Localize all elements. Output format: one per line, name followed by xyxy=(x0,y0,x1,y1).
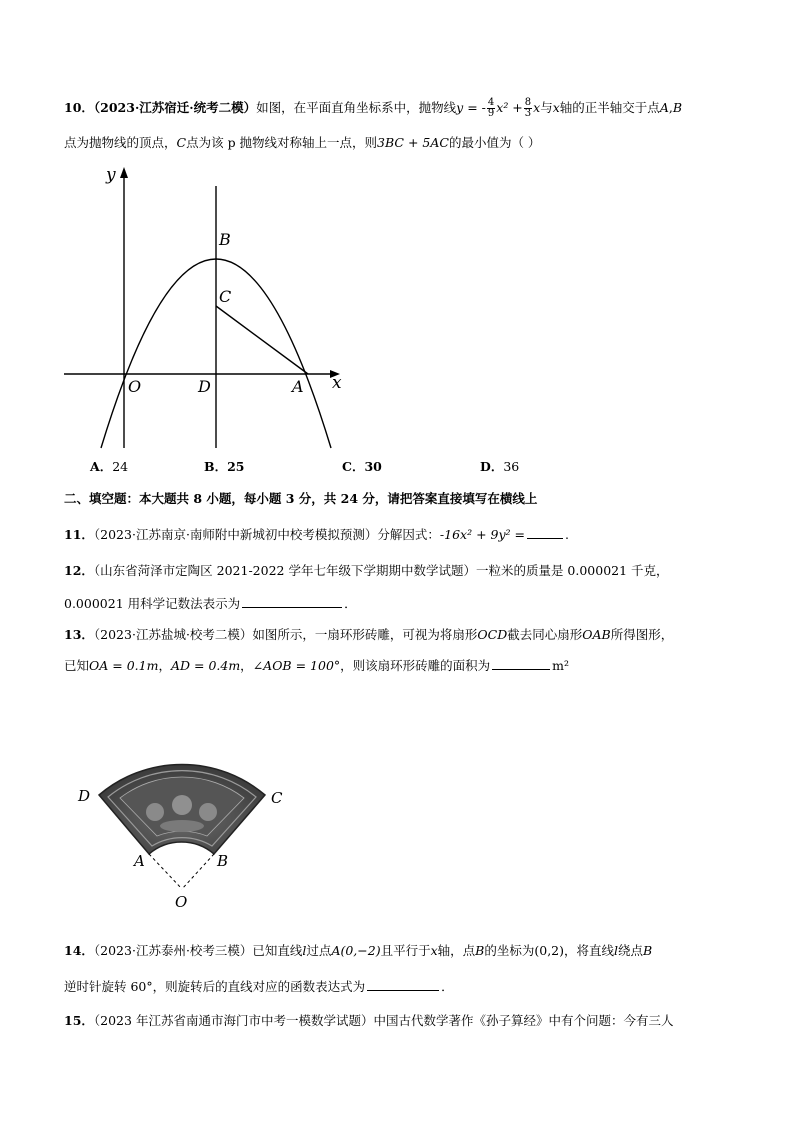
q10-source: （2023·江苏宿迁·统考二模） xyxy=(93,100,257,115)
q10-line2-a: 点为抛物线的顶点， xyxy=(64,135,177,150)
q13-oa: OA = 0.1m xyxy=(89,658,159,673)
q11-number: 11． xyxy=(64,527,94,542)
q10-parabola-graph xyxy=(60,160,360,455)
fig-label-c: C xyxy=(271,789,283,807)
q14-text-1: （2023·江苏泰州·校考三模）已知直线 xyxy=(93,943,303,958)
fig-label-d: D xyxy=(78,787,91,805)
q13-sector-figure xyxy=(70,745,300,915)
fig-label-a: A xyxy=(134,852,145,870)
fig-label-b: B xyxy=(217,852,229,870)
q12-answer-blank[interactable] xyxy=(242,595,342,608)
q10-line2-b: 点为该 p 抛物线对称轴上一点，则 xyxy=(186,135,378,150)
q10-option-b[interactable] xyxy=(204,458,244,476)
q10-f1-num: 4 xyxy=(487,97,495,108)
q14-coord-b: (0,2) xyxy=(534,943,565,958)
q15-number: 15． xyxy=(64,1013,94,1028)
q10-option-d[interactable] xyxy=(480,458,519,476)
q10-eq-sign: = - xyxy=(463,100,486,115)
q10-option-d-label: D． xyxy=(480,459,504,474)
q10-eq-mid: x² + xyxy=(496,100,523,115)
dashed-oa xyxy=(149,854,182,889)
q14-text-2: 过点 xyxy=(306,943,332,958)
q10-text-2: 与 xyxy=(540,100,553,115)
q10-line2 xyxy=(64,134,540,152)
q10-text-1: 如图，在平面直角坐标系中，抛物线 xyxy=(256,100,457,115)
q10-option-c-value: 30 xyxy=(364,459,382,474)
q14-number: 14． xyxy=(64,943,94,958)
label-c: C xyxy=(219,287,232,306)
q13-text-1: （2023·江苏盐城·校考二模）如图所示，一扇环形砖雕，可视为将扇形 xyxy=(93,627,478,642)
q15-text: （2023 年江苏省南通市海门市中考一模数学试题）中国古代数学著作《孙子算经》中有个问题：今有三人 xyxy=(93,1013,674,1028)
q10-x-var: x xyxy=(552,100,560,115)
q10-option-b-value: 25 xyxy=(227,459,245,474)
q14-text-7: 绕点 xyxy=(618,943,644,958)
q10-option-b-label: B． xyxy=(204,459,228,474)
q10-eq-y: y xyxy=(456,100,464,115)
label-a: A xyxy=(292,377,304,396)
label-b: B xyxy=(219,230,231,249)
q12-line1 xyxy=(64,562,669,580)
section-2-heading: 二、填空题：本大题共 8 小题，每小题 3 分，共 24 分，请把答案直接填写在横线上 xyxy=(64,491,538,506)
q12-end: ． xyxy=(344,596,357,611)
q13-angle: ∠AOB = 100° xyxy=(252,658,341,673)
carving-figure xyxy=(199,803,217,821)
q12-line2 xyxy=(64,595,357,613)
label-x: x xyxy=(332,373,342,393)
q10-option-a-value: 24 xyxy=(112,459,129,474)
q14-end: ． xyxy=(441,979,454,994)
q10-fraction-1 xyxy=(487,98,495,119)
q12-number: 12． xyxy=(64,563,94,578)
label-o: O xyxy=(128,377,142,396)
q13-ad: AD = 0.4m xyxy=(170,658,241,673)
q13-text-3: 所得图形， xyxy=(610,627,674,642)
segment-ca xyxy=(216,306,308,374)
q10-text-3: 轴的正半轴交于点 xyxy=(559,100,660,115)
fig-label-o: O xyxy=(175,893,188,911)
q14-text-4: 轴，点 xyxy=(437,943,476,958)
q11-text: （2023·江苏南京·南师附中新城初中校考模拟预测）分解因式： xyxy=(93,527,440,542)
label-d: D xyxy=(198,377,211,396)
q11-end: . xyxy=(565,527,569,542)
q15-line1 xyxy=(64,1012,673,1030)
q10-line1 xyxy=(64,98,682,119)
dashed-ob xyxy=(182,854,214,889)
q10-option-a-label: A． xyxy=(90,459,113,474)
q10-option-d-value: 36 xyxy=(503,459,520,474)
q11-expression: -16x² + 9y² = xyxy=(439,527,526,542)
q10-f2-den: 3 xyxy=(524,108,532,119)
q13-line2 xyxy=(64,657,569,675)
q13-ocd: OCD xyxy=(477,627,508,642)
q11-answer-blank[interactable] xyxy=(527,526,563,539)
q10-option-a[interactable] xyxy=(90,458,128,476)
q14-line2 xyxy=(64,978,454,996)
q14-point-b-2: B xyxy=(643,943,653,958)
q10-point-b: B xyxy=(672,100,683,115)
q10-comma: , xyxy=(668,100,673,115)
q10-option-c[interactable] xyxy=(342,458,382,476)
q10-option-c-label: C． xyxy=(342,459,365,474)
q13-text-2: 截去同心扇形 xyxy=(507,627,583,642)
q11-line xyxy=(64,526,569,544)
q13-line2-a: 已知 xyxy=(64,658,90,673)
carving-figure xyxy=(146,803,164,821)
q12-text-1: （山东省菏泽市定陶区 2021-2022 学年七年级下学期期中数学试题）一粒米的质量是 0.000021 千克， xyxy=(93,563,669,578)
q13-line1 xyxy=(64,626,673,644)
q10-point-c: C xyxy=(176,135,187,150)
q10-number: 10． xyxy=(64,100,94,115)
y-axis-arrow xyxy=(120,167,128,178)
q14-text-6: ，将直线 xyxy=(564,943,615,958)
q10-f2-num: 8 xyxy=(524,97,532,108)
q13-unit: m² xyxy=(552,658,570,673)
q13-number: 13． xyxy=(64,627,94,642)
q13-sep-1: ， xyxy=(158,658,171,673)
q10-fraction-2 xyxy=(524,98,532,119)
q14-point-a: A(0,−2) xyxy=(331,943,381,958)
carving-figure xyxy=(172,795,192,815)
q14-line1 xyxy=(64,942,652,960)
q10-point-a: A xyxy=(659,100,669,115)
q13-sep-2: ， xyxy=(240,658,253,673)
q14-answer-blank[interactable] xyxy=(367,978,439,991)
q10-eq-x: x xyxy=(533,100,541,115)
q13-line2-b: ，则该扇环形砖雕的面积为 xyxy=(340,658,491,673)
q14-x: x xyxy=(430,943,438,958)
q14-text-5: 的坐标为 xyxy=(484,943,535,958)
q14-line2-text: 逆时针旋转 60°，则旋转后的直线对应的函数表达式为 xyxy=(64,979,366,994)
q10-line2-c: 的最小值为（ ） xyxy=(448,135,541,150)
q10-f1-den: 9 xyxy=(487,108,495,119)
q13-answer-blank[interactable] xyxy=(492,657,550,670)
q14-line-l-2: l xyxy=(614,943,619,958)
q12-text-2: 0.000021 用科学记数法表示为 xyxy=(64,596,241,611)
label-y: y xyxy=(106,165,116,185)
q10-expression: 3BC + 5AC xyxy=(377,135,449,150)
q14-point-b: B xyxy=(475,943,485,958)
q13-oab: OAB xyxy=(582,627,611,642)
q14-text-3: 且平行于 xyxy=(380,943,431,958)
q14-line-l: l xyxy=(302,943,307,958)
carving-figure xyxy=(160,820,204,832)
